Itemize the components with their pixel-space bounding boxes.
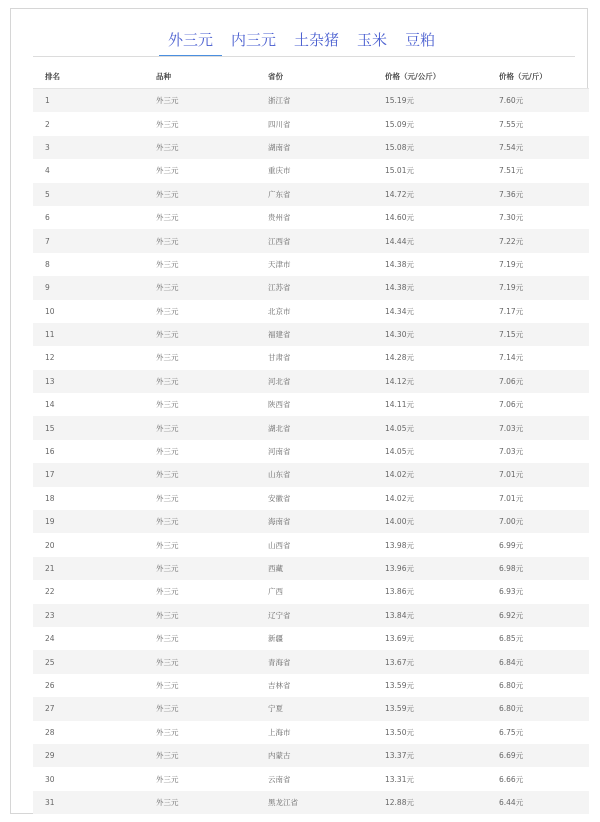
price-kg-cell: 14.72元 — [385, 189, 414, 199]
rank-cell: 21 — [45, 564, 55, 573]
rank-cell: 4 — [45, 166, 50, 176]
province-cell: 山西省 — [268, 540, 291, 550]
province-cell: 上海市 — [268, 727, 291, 737]
table-row — [33, 276, 589, 299]
province-cell: 贵州省 — [268, 213, 291, 223]
variety-cell: 外三元 — [156, 236, 179, 246]
price-jin-cell: 6.80元 — [499, 680, 524, 690]
table-row — [33, 159, 589, 182]
variety-cell: 外三元 — [156, 564, 179, 573]
price-kg-cell: 15.08元 — [385, 142, 414, 152]
table-row — [33, 416, 589, 439]
price-kg-cell: 13.37元 — [385, 751, 414, 761]
variety-cell: 外三元 — [156, 517, 179, 527]
table-row — [33, 767, 589, 790]
header-price-per-kg: 价格（元/公斤） — [385, 64, 499, 89]
tab-wai-san-yuan[interactable]: 外三元 — [159, 23, 222, 57]
rank-cell: 29 — [45, 751, 55, 761]
rank-cell: 7 — [45, 236, 50, 246]
rank-cell: 11 — [45, 330, 55, 340]
variety-cell: 外三元 — [156, 797, 179, 807]
province-cell: 广东省 — [268, 189, 291, 199]
variety-cell: 外三元 — [156, 142, 179, 152]
price-jin-cell: 7.06元 — [499, 376, 524, 386]
province-cell: 四川省 — [268, 119, 291, 129]
price-kg-cell: 13.69元 — [385, 634, 414, 644]
price-jin-cell: 7.01元 — [499, 493, 524, 503]
price-jin-cell: 6.98元 — [499, 564, 524, 573]
province-cell: 湖南省 — [268, 142, 291, 152]
tab-nei-san-yuan[interactable]: 内三元 — [231, 31, 277, 49]
variety-cell: 外三元 — [156, 400, 179, 410]
variety-cell: 外三元 — [156, 540, 179, 550]
rank-cell: 15 — [45, 423, 55, 433]
price-jin-cell: 7.30元 — [499, 213, 524, 223]
header-price-per-jin: 价格（元/斤） — [499, 64, 589, 89]
variety-cell: 外三元 — [156, 470, 179, 480]
variety-cell: 外三元 — [156, 259, 179, 269]
price-kg-cell: 13.59元 — [385, 704, 414, 714]
province-cell: 新疆 — [268, 634, 283, 644]
variety-cell: 外三元 — [156, 213, 179, 223]
table-row — [33, 533, 589, 556]
province-cell: 陕西省 — [268, 400, 291, 410]
tab-yu-mi[interactable]: 玉米 — [357, 31, 388, 49]
rank-cell: 17 — [45, 470, 55, 480]
price-kg-cell: 13.31元 — [385, 774, 414, 784]
rank-cell: 14 — [45, 400, 55, 410]
rank-cell: 28 — [45, 727, 55, 737]
province-cell: 辽宁省 — [268, 610, 291, 620]
table-row — [33, 463, 589, 486]
tab-tu-za-zhu[interactable]: 土杂猪 — [294, 31, 340, 49]
table-row — [33, 674, 589, 697]
table-row — [33, 229, 589, 252]
price-kg-cell: 14.05元 — [385, 447, 414, 457]
rank-cell: 6 — [45, 213, 50, 223]
rank-cell: 16 — [45, 447, 55, 457]
province-cell: 河南省 — [268, 447, 291, 457]
table-row — [33, 487, 589, 510]
variety-cell: 外三元 — [156, 587, 179, 597]
rank-cell: 2 — [45, 119, 50, 129]
table-row — [33, 206, 589, 229]
table-row — [33, 721, 589, 744]
price-jin-cell: 6.66元 — [499, 774, 524, 784]
province-cell: 湖北省 — [268, 423, 291, 433]
table-row — [33, 744, 589, 767]
rank-cell: 8 — [45, 259, 50, 269]
variety-cell: 外三元 — [156, 189, 179, 199]
price-kg-cell: 14.02元 — [385, 493, 414, 503]
variety-cell: 外三元 — [156, 774, 179, 784]
province-cell: 安徽省 — [268, 493, 291, 503]
table-row — [33, 136, 589, 159]
price-jin-cell: 7.54元 — [499, 142, 524, 152]
rank-cell: 27 — [45, 704, 55, 714]
table-row — [33, 183, 589, 206]
province-cell: 天津市 — [268, 259, 291, 269]
price-kg-cell: 14.12元 — [385, 376, 414, 386]
rank-cell: 24 — [45, 634, 55, 644]
province-cell: 山东省 — [268, 470, 291, 480]
price-kg-cell: 13.98元 — [385, 540, 414, 550]
price-jin-cell: 6.80元 — [499, 704, 524, 714]
province-cell: 福建省 — [268, 330, 291, 340]
price-jin-cell: 7.22元 — [499, 236, 524, 246]
province-cell: 内蒙古 — [268, 751, 291, 761]
price-jin-cell: 7.55元 — [499, 119, 524, 129]
variety-cell: 外三元 — [156, 423, 179, 433]
province-cell: 江西省 — [268, 236, 291, 246]
rank-cell: 31 — [45, 797, 55, 807]
price-jin-cell: 6.44元 — [499, 797, 524, 807]
rank-cell: 25 — [45, 657, 55, 667]
table-row — [33, 650, 589, 673]
variety-cell: 外三元 — [156, 306, 179, 316]
table-row — [33, 112, 589, 135]
price-jin-cell: 6.93元 — [499, 587, 524, 597]
table-row — [33, 697, 589, 720]
header-province: 省份 — [268, 64, 385, 89]
variety-cell: 外三元 — [156, 610, 179, 620]
table-header-row — [33, 64, 589, 89]
table-row — [33, 89, 589, 113]
variety-cell: 外三元 — [156, 447, 179, 457]
province-cell: 河北省 — [268, 376, 291, 386]
price-jin-cell: 6.69元 — [499, 751, 524, 761]
price-kg-cell: 13.96元 — [385, 564, 414, 573]
table-row — [33, 253, 589, 276]
table-row — [33, 510, 589, 533]
price-kg-cell: 15.19元 — [385, 96, 414, 106]
price-kg-cell: 14.02元 — [385, 470, 414, 480]
variety-cell: 外三元 — [156, 330, 179, 340]
price-jin-cell: 7.60元 — [499, 96, 524, 106]
price-jin-cell: 7.14元 — [499, 353, 524, 363]
price-kg-cell: 13.86元 — [385, 587, 414, 597]
variety-cell: 外三元 — [156, 353, 179, 363]
price-jin-cell: 7.19元 — [499, 283, 524, 293]
province-cell: 黑龙江省 — [268, 797, 298, 807]
variety-cell: 外三元 — [156, 657, 179, 667]
price-kg-cell: 14.60元 — [385, 213, 414, 223]
header-variety: 品种 — [156, 64, 268, 89]
rank-cell: 18 — [45, 493, 55, 503]
rank-cell: 13 — [45, 376, 55, 386]
price-jin-cell: 7.51元 — [499, 166, 524, 176]
rank-cell: 5 — [45, 189, 50, 199]
price-jin-cell: 6.85元 — [499, 634, 524, 644]
price-jin-cell: 7.00元 — [499, 517, 524, 527]
table-row — [33, 300, 589, 323]
province-cell: 青海省 — [268, 657, 291, 667]
province-cell: 吉林省 — [268, 680, 291, 690]
rank-cell: 26 — [45, 680, 55, 690]
price-kg-cell: 14.30元 — [385, 330, 414, 340]
price-kg-cell: 14.38元 — [385, 283, 414, 293]
variety-cell: 外三元 — [156, 493, 179, 503]
table-row — [33, 791, 589, 814]
variety-cell: 外三元 — [156, 704, 179, 714]
price-jin-cell: 7.03元 — [499, 423, 524, 433]
table-row — [33, 580, 589, 603]
province-cell: 北京市 — [268, 306, 291, 316]
variety-cell: 外三元 — [156, 680, 179, 690]
table-row — [33, 393, 589, 416]
tab-divider — [33, 56, 575, 57]
variety-cell: 外三元 — [156, 96, 179, 106]
province-cell: 浙江省 — [268, 96, 291, 106]
variety-cell: 外三元 — [156, 376, 179, 386]
price-kg-cell: 15.09元 — [385, 119, 414, 129]
price-jin-cell: 7.36元 — [499, 189, 524, 199]
price-kg-cell: 13.67元 — [385, 657, 414, 667]
province-cell: 西藏 — [268, 564, 283, 573]
price-jin-cell: 7.19元 — [499, 259, 524, 269]
price-kg-cell: 13.84元 — [385, 610, 414, 620]
price-jin-cell: 7.15元 — [499, 330, 524, 340]
price-jin-cell: 7.06元 — [499, 400, 524, 410]
price-kg-cell: 14.00元 — [385, 517, 414, 527]
price-kg-cell: 14.38元 — [385, 259, 414, 269]
rank-cell: 20 — [45, 540, 55, 550]
price-kg-cell: 14.34元 — [385, 306, 414, 316]
rank-cell: 10 — [45, 306, 55, 316]
variety-cell: 外三元 — [156, 634, 179, 644]
table-row — [33, 440, 589, 463]
variety-cell: 外三元 — [156, 751, 179, 761]
tab-dou-po[interactable]: 豆粕 — [405, 31, 436, 49]
price-kg-cell: 15.01元 — [385, 166, 414, 176]
price-kg-cell: 14.05元 — [385, 423, 414, 433]
table-body — [33, 89, 589, 815]
province-cell: 云南省 — [268, 774, 291, 784]
price-jin-cell: 7.01元 — [499, 470, 524, 480]
price-jin-cell: 7.03元 — [499, 447, 524, 457]
table-row — [33, 370, 589, 393]
rank-cell: 22 — [45, 587, 55, 597]
variety-cell: 外三元 — [156, 727, 179, 737]
rank-cell: 1 — [45, 96, 50, 106]
rank-cell: 3 — [45, 142, 50, 152]
rank-cell: 19 — [45, 517, 55, 527]
province-cell: 江苏省 — [268, 283, 291, 293]
variety-cell: 外三元 — [156, 119, 179, 129]
variety-cell: 外三元 — [156, 283, 179, 293]
variety-cell: 外三元 — [156, 166, 179, 176]
price-jin-cell: 6.84元 — [499, 657, 524, 667]
price-panel — [10, 8, 588, 814]
price-jin-cell: 7.17元 — [499, 306, 524, 316]
price-kg-cell: 12.88元 — [385, 797, 414, 807]
price-kg-cell: 13.59元 — [385, 680, 414, 690]
province-cell: 广西 — [268, 587, 283, 597]
rank-cell: 12 — [45, 353, 55, 363]
province-cell: 甘肃省 — [268, 353, 291, 363]
price-kg-cell: 14.11元 — [385, 400, 414, 410]
table-row — [33, 323, 589, 346]
table-row — [33, 627, 589, 650]
province-cell: 海南省 — [268, 517, 291, 527]
variety-tabs — [159, 23, 444, 57]
price-jin-cell: 6.92元 — [499, 610, 524, 620]
province-cell: 宁夏 — [268, 704, 283, 714]
price-kg-cell: 13.50元 — [385, 727, 414, 737]
rank-cell: 9 — [45, 283, 50, 293]
rank-cell: 30 — [45, 774, 55, 784]
table-row — [33, 557, 589, 580]
table-row — [33, 346, 589, 369]
header-rank: 排名 — [33, 64, 156, 89]
price-kg-cell: 14.28元 — [385, 353, 414, 363]
price-ranking-table — [33, 64, 589, 814]
province-cell: 重庆市 — [268, 166, 291, 176]
table-row — [33, 604, 589, 627]
price-kg-cell: 14.44元 — [385, 236, 414, 246]
price-jin-cell: 6.75元 — [499, 727, 524, 737]
price-jin-cell: 6.99元 — [499, 540, 524, 550]
rank-cell: 23 — [45, 610, 55, 620]
